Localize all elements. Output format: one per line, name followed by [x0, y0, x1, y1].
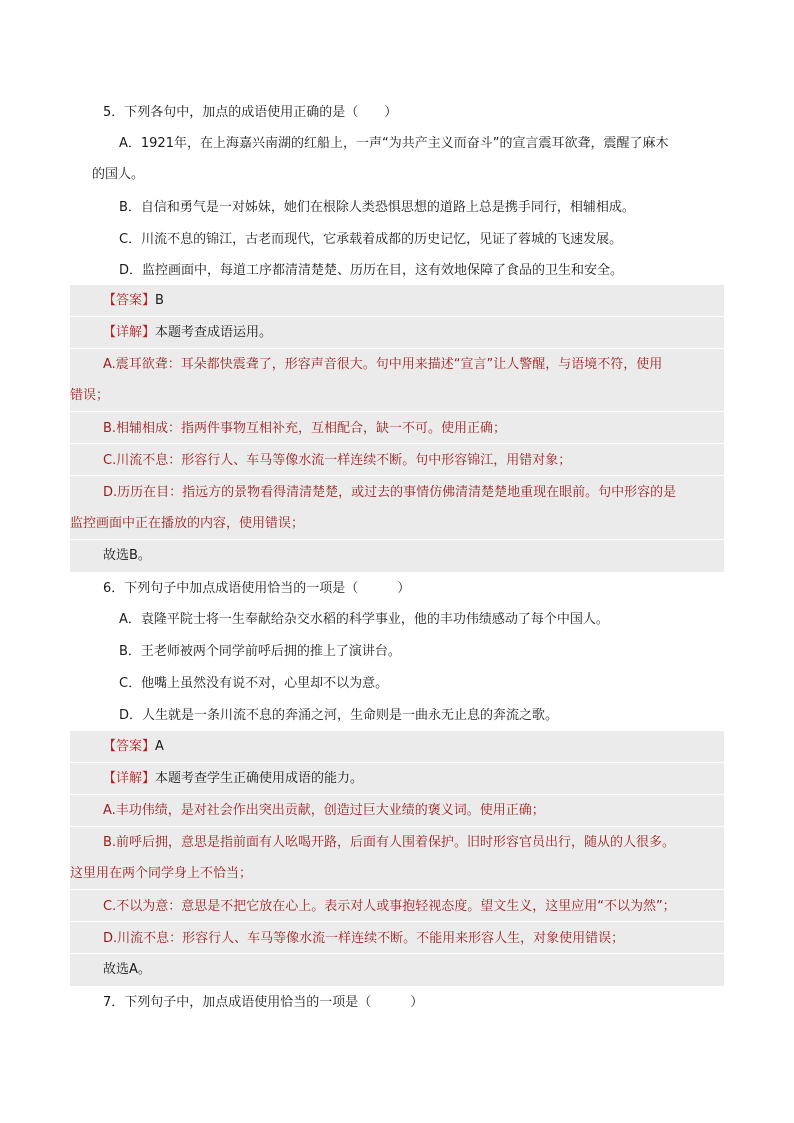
- question-6-detail: [103, 769, 363, 789]
- question-6-option-a: A．袁隆平院士将一生奉献给杂交水稻的科学事业，他的丰功伟绩感动了每个中国人。: [119, 612, 609, 627]
- divider: [70, 953, 724, 954]
- question-6-option-b: B．王老师被两个同学前呼后拥的推上了演讲台。: [119, 644, 401, 659]
- question-5-option-a-line1: A．1921年，在上海嘉兴南湖的红船上，一声“为共产主义而奋斗”的宣言震耳欲聋，震醒了麻木: [119, 136, 669, 151]
- detail-tag: 【详解】: [103, 325, 156, 340]
- answer-tag: 【答案】: [103, 739, 156, 754]
- question-5-option-a-line2: 的国人。: [92, 167, 145, 182]
- question-5-conclusion: 故选B。: [103, 548, 151, 563]
- divider: [70, 348, 724, 349]
- divider: [70, 443, 724, 444]
- question-5-explanation-d-line2: 监控画面中正在播放的内容，使用错误；: [70, 516, 305, 531]
- question-5-detail: [103, 323, 272, 343]
- question-5-option-c: C．川流不息的锦江，古老而现代，它承载着成都的历史记忆，见证了蓉城的飞速发展。: [119, 232, 623, 247]
- divider: [70, 889, 724, 890]
- divider: [70, 475, 724, 476]
- question-6-answer: [103, 737, 164, 757]
- answer-value: B: [155, 293, 164, 308]
- question-5-answer-block: [70, 285, 724, 572]
- question-6-explanation-c: C.不以为意：意思是不把它放在心上。表示对人或事抱轻视态度。望文生义，这里应用“不以为然”；: [103, 899, 676, 914]
- question-5-title: 5．下列各句中，加点的成语使用正确的是（ ）: [103, 105, 398, 120]
- question-5-option-b: B．自信和勇气是一对姊妹，她们在根除人类恐惧思想的道路上总是携手同行，相辅相成。: [119, 200, 635, 215]
- question-6-answer-block: [70, 731, 724, 986]
- divider: [70, 794, 724, 795]
- detail-text: 本题考查学生正确使用成语的能力。: [155, 771, 364, 786]
- divider: [70, 762, 724, 763]
- divider: [70, 411, 724, 412]
- question-6-explanation-a: A.丰功伟绩，是对社会作出突出贡献，创造过巨大业绩的褒义词。使用正确；: [103, 803, 545, 818]
- divider: [70, 921, 724, 922]
- question-6-explanation-b-line1: B.前呼后拥，意思是指前面有人吆喝开路，后面有人围着保护。旧时形容官员出行，随从的人很多。: [103, 835, 676, 850]
- question-6-title: 6．下列句子中加点成语使用恰当的一项是（ ）: [103, 581, 411, 596]
- answer-value: A: [155, 739, 164, 754]
- question-7-title: 7．下列句子中，加点成语使用恰当的一项是（ ）: [103, 995, 424, 1010]
- question-6-option-d: D．人生就是一条川流不息的奔涌之河，生命则是一曲永无止息的奔流之歌。: [119, 708, 559, 723]
- question-6-explanation-b-line2: 这里用在两个同学身上不恰当；: [70, 866, 253, 881]
- question-5-explanation-c: C.川流不息：形容行人、车马等像水流一样连续不断。句中形容锦江，用错对象；: [103, 453, 572, 468]
- question-5-explanation-b: B.相辅相成：指两件事物互相补充，互相配合，缺一不可。使用正确；: [103, 421, 507, 436]
- detail-text: 本题考查成语运用。: [155, 325, 273, 340]
- answer-tag: 【答案】: [103, 293, 156, 308]
- divider: [70, 826, 724, 827]
- divider: [70, 539, 724, 540]
- question-5-explanation-d-line1: D.历历在目：指远方的景物看得清清楚楚，或过去的事情仿佛清清楚楚地重现在眼前。句中形容的是: [103, 485, 677, 500]
- question-6-conclusion: 故选A。: [103, 962, 151, 977]
- question-5-option-d: D．监控画面中，每道工序都清清楚楚、历历在目，这有效地保障了食品的卫生和安全。: [119, 263, 624, 278]
- detail-tag: 【详解】: [103, 771, 156, 786]
- question-6-explanation-d: D.川流不息：形容行人、车马等像水流一样连续不断。不能用来形容人生，对象使用错误；: [103, 931, 625, 946]
- question-5-answer: [103, 291, 164, 311]
- question-5-explanation-a-line1: A.震耳欲聋：耳朵都快震聋了，形容声音很大。句中用来描述“宣言”让人警醒，与语境不符，使用: [103, 357, 663, 372]
- question-6-option-c: C．他嘴上虽然没有说不对，心里却不以为意。: [119, 676, 389, 691]
- divider: [70, 316, 724, 317]
- question-5-explanation-a-line2: 错误；: [70, 388, 110, 403]
